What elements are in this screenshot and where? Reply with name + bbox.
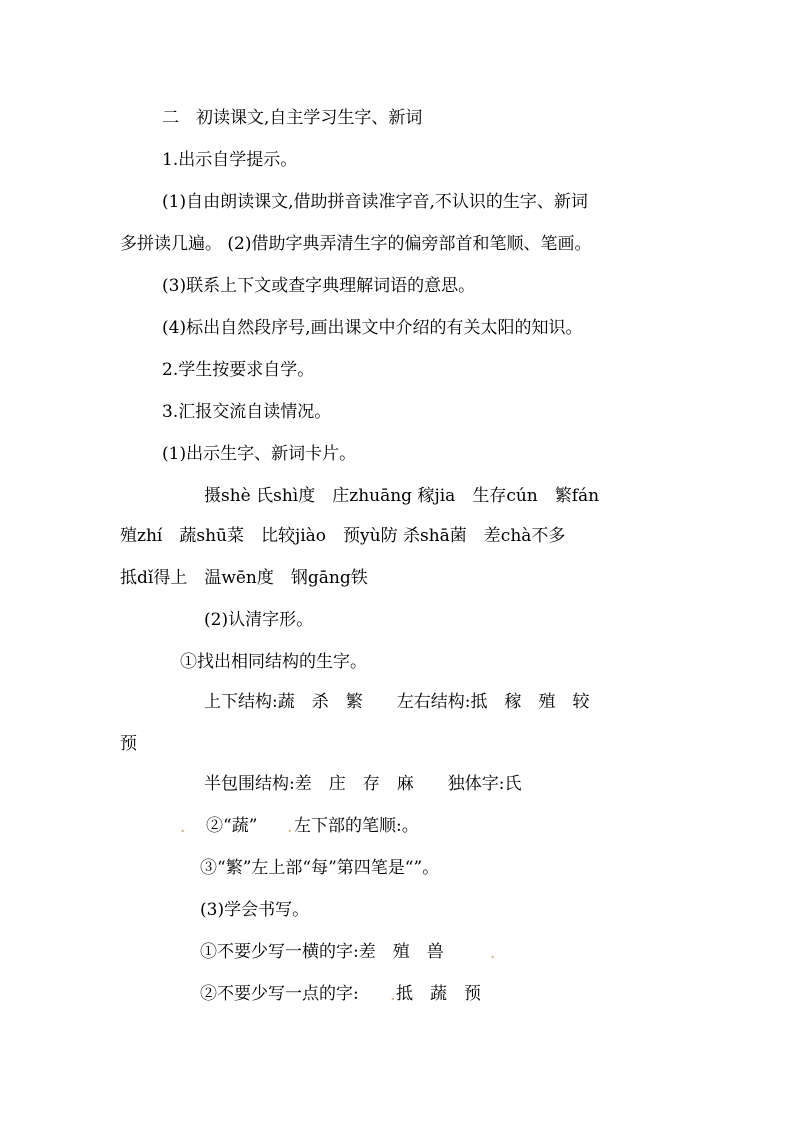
mark-dot: . [490, 943, 496, 963]
text-line: (1)出示生字、新词卡片。 [162, 444, 357, 464]
mark-dot: . [180, 817, 186, 837]
structure-line: 上下结构:蔬 杀 繁 左右结构:抵 稼 殖 较 [204, 692, 590, 712]
mark-dot: . [390, 985, 396, 1005]
text-line: ①找出相同结构的生字。 [180, 652, 367, 672]
structure-line: 预 [120, 734, 137, 754]
text-line: (4)标出自然段序号,画出课文中介绍的有关太阳的知识。 [162, 318, 583, 338]
pinyin-line: 殖zhí 蔬shū菜 比较jiào 预yù防 杀shā菌 差chà不多 [120, 526, 566, 546]
text-line: ①不要少写一横的字:差 殖 兽 [200, 942, 444, 962]
text-line: 左下部的笔顺:。 [294, 816, 419, 836]
text-line: ③“繁”左上部“每”第四笔是“”。 [200, 858, 440, 878]
pinyin-line: 摄shè 氏shì度 庄zhuāng 稼jia 生存cún 繁fán [204, 486, 600, 506]
text-line: ②不要少写一点的字: [200, 984, 359, 1004]
text-line: 抵 蔬 预 [396, 984, 481, 1004]
text-line: 3.汇报交流自读情况。 [162, 402, 332, 422]
mark-dot: . [287, 817, 293, 837]
text-line: 1.出示自学提示。 [162, 150, 298, 170]
section-heading: 二 初读课文,自主学习生字、新词 [162, 108, 423, 128]
text-line: (1)自由朗读课文,借助拼音读准字音,不认识的生字、新词 [162, 192, 588, 212]
text-line: (3)联系上下文或查字典理解词语的意思。 [162, 276, 476, 296]
text-line: 多拼读几遍。 (2)借助字典弄清生字的偏旁部首和笔顺、笔画。 [120, 234, 592, 254]
text-line: (3)学会书写。 [200, 900, 310, 920]
text-line: (2)认清字形。 [204, 610, 314, 630]
structure-line: 半包围结构:差 庄 存 麻 独体字:氏 [204, 774, 522, 794]
pinyin-line: 抵dǐ得上 温wēn度 钢gāng铁 [120, 568, 368, 588]
text-line: ②“蔬” [206, 816, 258, 836]
text-line: 2.学生按要求自学。 [162, 360, 315, 380]
